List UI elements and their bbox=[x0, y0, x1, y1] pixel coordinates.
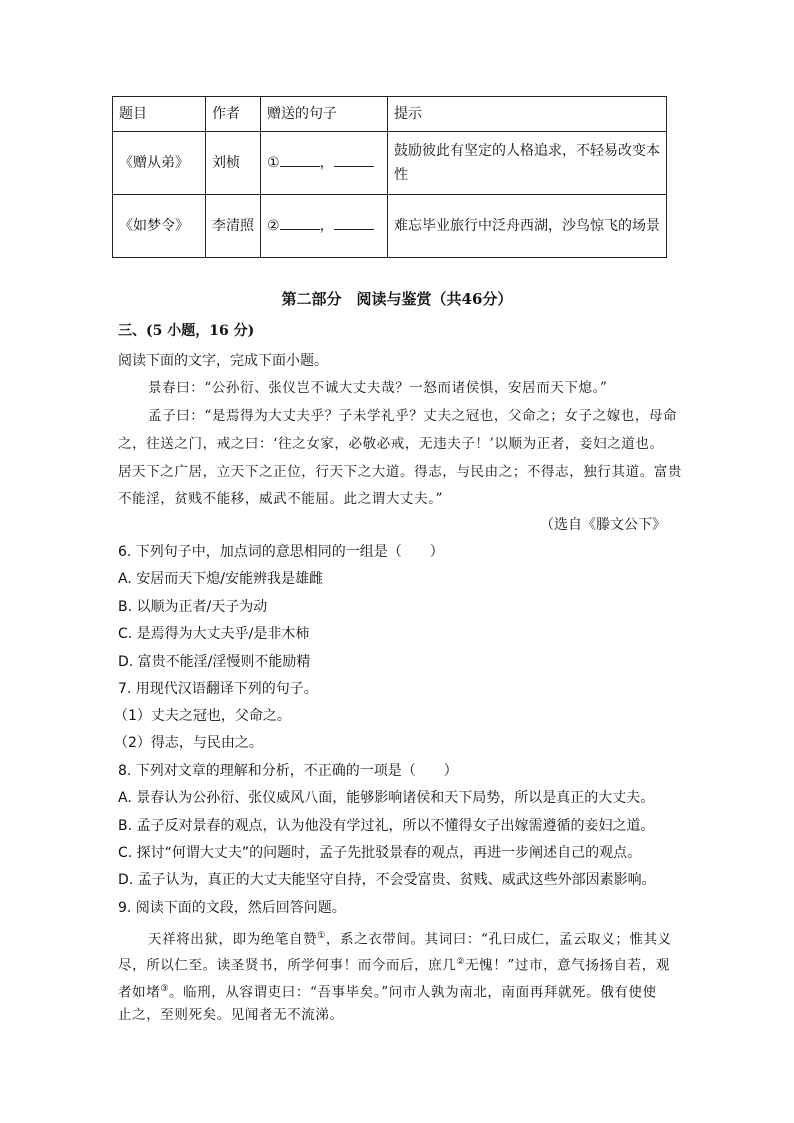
q7-sentence-1: （1）丈夫之冠也，父命之。 bbox=[114, 708, 291, 724]
footnote-marker: ① bbox=[317, 931, 326, 941]
header-sentence: 赠送的句子 bbox=[261, 97, 388, 132]
passage-line: 之，往送之门，戒之曰：‘往之女家，必敬必戒，无违夫子！’以顺为正者，妾妇之道也。 bbox=[118, 436, 664, 452]
row-sentence-blank[interactable] bbox=[261, 195, 388, 258]
table-header-row bbox=[113, 97, 667, 132]
footnote-marker: ③ bbox=[160, 984, 169, 994]
answer-blank[interactable] bbox=[280, 217, 320, 230]
answer-blank[interactable] bbox=[334, 154, 374, 167]
q8-option-c[interactable]: C. 探讨“何谓大丈夫”的问题时，孟子先批驳景春的观点，再进一步阐述自己的观点。 bbox=[118, 845, 642, 861]
table-row bbox=[113, 132, 667, 195]
row-hint: 鼓励彼此有坚定的人格追求，不轻易改变本性 bbox=[388, 132, 667, 195]
row-title: 《如梦令》 bbox=[113, 195, 206, 258]
header-hint: 提示 bbox=[388, 97, 667, 132]
blank-number: ① bbox=[267, 155, 280, 171]
section-title: 第二部分 阅读与鉴赏（共46分） bbox=[281, 290, 513, 308]
q7-stem: 7. 用现代汉语翻译下列的句子。 bbox=[118, 681, 318, 697]
passage-line: 不能淫，贫贱不能移，威武不能屈。此之谓大丈夫。” bbox=[118, 491, 444, 507]
blank-separator: ， bbox=[319, 155, 334, 171]
text-segment: 天祥将出狱，即为绝笔自赞 bbox=[148, 931, 318, 948]
q6-option-d[interactable]: D. 富贵不能淫/淫慢则不能励精 bbox=[118, 654, 311, 670]
table-row bbox=[113, 195, 667, 258]
answer-blank[interactable] bbox=[334, 217, 374, 230]
row-author: 刘桢 bbox=[206, 132, 261, 195]
text-segment: 尽，所以仁至。读圣贤书，所学何事！而今而后，庶几 bbox=[118, 957, 457, 974]
poem-table bbox=[112, 96, 667, 258]
q8-stem: 8. 下列对文章的理解和分析，不正确的一项是（ ） bbox=[118, 763, 458, 779]
q8-option-a[interactable]: A. 景春认为公孙衍、张仪威风八面，能够影响诸侯和天下局势，所以是真正的大丈夫。 bbox=[118, 790, 655, 806]
text-segment: 。临刑，从容谓吏曰：“吾事毕矣。”问市人孰为南北，南面再拜就死。俄有使使 bbox=[168, 984, 657, 1001]
q8-option-d[interactable]: D. 孟子认为，真正的大丈夫能坚守自持，不会受富贵、贫贱、威武这些外部因素影响。 bbox=[118, 872, 656, 888]
passage-line: 孟子曰：“是焉得为大丈夫乎？子未学礼乎？丈夫之冠也，父命之；女子之嫁也，母命 bbox=[148, 408, 678, 424]
instruction: 阅读下面的文字，完成下面小题。 bbox=[118, 353, 328, 369]
text-segment: 无愧！”过市，意气扬扬自若，观 bbox=[465, 957, 670, 974]
passage-line bbox=[118, 951, 670, 977]
footnote-marker: ② bbox=[456, 957, 466, 967]
passage-line: 居天下之广居，立天下之正位，行天下之大道。得志，与民由之；不得志，独行其道。富贵 bbox=[118, 464, 682, 480]
q8-option-b[interactable]: B. 孟子反对景春的观点，认为他没有学过礼，所以不懂得女子出嫁需遵循的妾妇之道。 bbox=[118, 818, 655, 834]
passage-line: 景春曰：“公孙衍、张仪岂不诚大丈夫哉？一怒而诸侯惧，安居而天下熄。” bbox=[148, 380, 608, 396]
blank-separator: ， bbox=[319, 218, 334, 234]
header-title: 题目 bbox=[113, 97, 206, 132]
passage-line bbox=[118, 978, 657, 1004]
answer-blank[interactable] bbox=[280, 154, 320, 167]
passage-line: 止之，至则死矣。见闻者无不流涕。 bbox=[118, 1007, 344, 1023]
text-segment: 者如堵 bbox=[118, 984, 161, 1001]
q6-option-b[interactable]: B. 以顺为正者/天子为动 bbox=[118, 599, 268, 615]
q7-sentence-2: （2）得志，与民由之。 bbox=[114, 735, 263, 751]
row-sentence-blank[interactable] bbox=[261, 132, 388, 195]
row-author: 李清照 bbox=[206, 195, 261, 258]
header-author: 作者 bbox=[206, 97, 261, 132]
text-segment: ，系之衣带间。其词曰：“孔曰成仁，孟云取义；惟其义 bbox=[325, 931, 672, 948]
passage-source: （选自《滕文公下》 bbox=[540, 517, 666, 533]
row-hint: 难忘毕业旅行中泛舟西湖，沙鸟惊飞的场景 bbox=[388, 195, 667, 258]
passage-line bbox=[148, 925, 672, 951]
blank-number: ② bbox=[267, 218, 280, 234]
q6-stem: 6. 下列句子中，加点词的意思相同的一组是（ ） bbox=[118, 544, 444, 560]
q6-option-a[interactable]: A. 安居而天下熄/安能辨我是雄雌 bbox=[118, 571, 323, 587]
q9-stem: 9. 阅读下面的文段，然后回答问题。 bbox=[118, 900, 346, 916]
part3-heading: 三、(5 小题，16 分) bbox=[118, 323, 255, 339]
row-title: 《赠从弟》 bbox=[113, 132, 206, 195]
q6-option-c[interactable]: C. 是焉得为大丈夫乎/是非木柿 bbox=[118, 626, 310, 642]
